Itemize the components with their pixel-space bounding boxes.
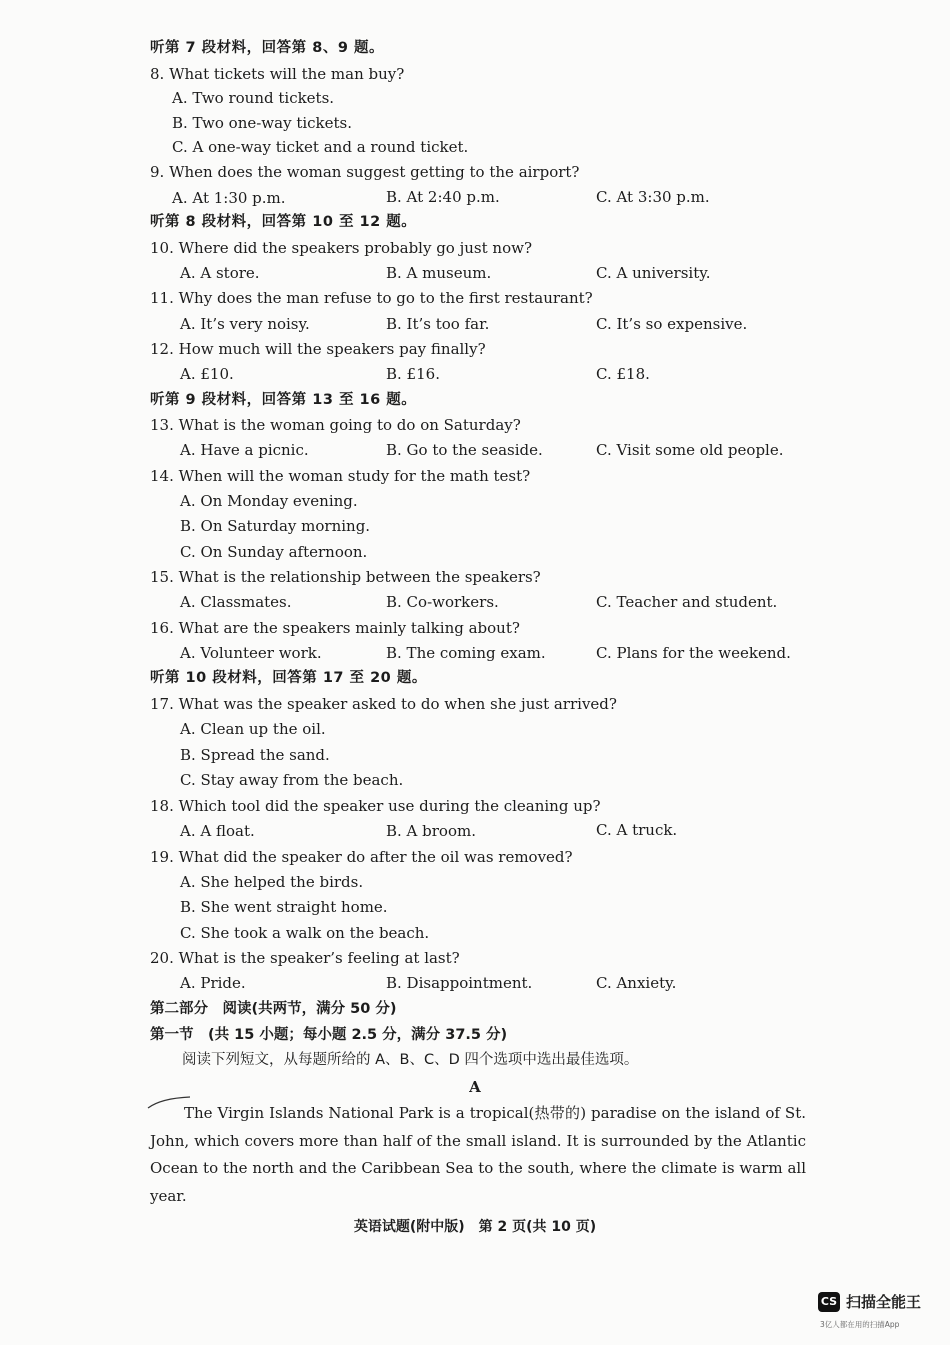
question-stem: 12. How much will the speakers pay finally? [150, 340, 486, 358]
page-footer: 英语试题(附中版) 第 2 页(共 10 页) [353, 1219, 597, 1235]
option-a: A. It’s very noisy. [180, 315, 310, 333]
section-header: 听第 10 段材料，回答第 17 至 20 题。 [150, 670, 427, 686]
question-stem: 19. What did the speaker do after the oil was removed? [150, 848, 573, 866]
passage-label: A [469, 1078, 481, 1096]
question-stem: 11. Why does the man refuse to go to the first restaurant? [150, 289, 593, 307]
option-b: B. £16. [386, 365, 440, 383]
question-stem: 20. What is the speaker’s feeling at last? [150, 949, 460, 967]
question-stem: 9. When does the woman suggest getting to the airport? [150, 163, 580, 181]
option-c: C. Stay away from the beach. [180, 771, 404, 789]
option-b: B. At 2:40 p.m. [386, 188, 500, 206]
option-c: C. On Sunday afternoon. [180, 543, 368, 561]
option-b: B. Go to the seaside. [386, 441, 543, 459]
option-c: C. She took a walk on the beach. [180, 924, 430, 942]
option-a: A. Pride. [180, 974, 246, 992]
option-a: A. She helped the birds. [180, 873, 364, 891]
option-b: B. Spread the sand. [180, 746, 330, 764]
section-header: 听第 8 段材料，回答第 10 至 12 题。 [150, 214, 417, 230]
option-b: B. Two one-way tickets. [172, 114, 353, 132]
scanner-watermark [818, 1292, 936, 1336]
option-b: B. Co-workers. [386, 593, 499, 611]
passage-paragraph: The Virgin Islands National Park is a tropical(热带的) paradise on the island of St. John, which covers more than half of the small island. It is surrounded by the Atlantic Ocean to the north and the Caribbean Sea to the south, where the climate is warm all year. [150, 1104, 806, 1205]
question-stem: 8. What tickets will the man buy? [150, 65, 405, 83]
option-c: C. Teacher and student. [596, 593, 778, 611]
section-header: 听第 9 段材料，回答第 13 至 16 题。 [150, 392, 417, 408]
option-b: B. A museum. [386, 264, 492, 282]
instruction: 阅读下列短文，从每题所给的 A、B、C、D 四个选项中选出最佳选项。 [182, 1052, 639, 1068]
question-stem: 16. What are the speakers mainly talking about? [150, 619, 520, 637]
option-c: C. £18. [596, 365, 650, 383]
question-stem: 18. Which tool did the speaker use during the cleaning up? [150, 797, 601, 815]
option-c: C. A one-way ticket and a round ticket. [172, 138, 469, 156]
option-b: B. It’s too far. [386, 315, 490, 333]
option-c: C. At 3:30 p.m. [596, 188, 710, 206]
option-a: A. On Monday evening. [180, 492, 358, 510]
option-a: A. A float. [180, 822, 255, 840]
option-b: B. A broom. [386, 822, 476, 840]
scanner-tagline: 3亿人都在用的扫描App [820, 1320, 900, 1329]
option-a: A. Clean up the oil. [180, 720, 326, 738]
option-c: C. Visit some old people. [596, 441, 784, 459]
option-c: C. Anxiety. [596, 974, 677, 992]
option-c: C. It’s so expensive. [596, 315, 748, 333]
option-a: A. A store. [180, 264, 260, 282]
question-stem: 14. When will the woman study for the math test? [150, 467, 531, 485]
part-title: 第二部分 阅读(共两节，满分 50 分) [150, 1001, 397, 1017]
option-a: A. Two round tickets. [172, 89, 335, 107]
option-b: B. She went straight home. [180, 898, 388, 916]
question-stem: 17. What was the speaker asked to do when she just arrived? [150, 695, 617, 713]
option-a: A. Classmates. [180, 593, 292, 611]
question-stem: 15. What is the relationship between the speakers? [150, 568, 541, 586]
option-a: A. At 1:30 p.m. [172, 189, 286, 207]
option-b: B. Disappointment. [386, 974, 533, 992]
option-c: C. A university. [596, 264, 711, 282]
question-stem: 13. What is the woman going to do on Saturday? [150, 416, 521, 434]
option-c: C. A truck. [596, 821, 678, 839]
option-b: B. The coming exam. [386, 644, 546, 662]
option-a: A. Have a picnic. [180, 441, 309, 459]
section-header: 听第 7 段材料，回答第 8、9 题。 [150, 40, 384, 56]
option-b: B. On Saturday morning. [180, 517, 371, 535]
option-c: C. Plans for the weekend. [596, 644, 791, 662]
section-title: 第一节 (共 15 小题；每小题 2.5 分，满分 37.5 分) [150, 1027, 508, 1043]
option-a: A. Volunteer work. [180, 644, 322, 662]
question-stem: 10. Where did the speakers probably go just now? [150, 239, 532, 257]
option-a: A. £10. [180, 365, 234, 383]
scanner-app-name: 扫描全能王 [846, 1293, 922, 1311]
scanner-logo-icon: CS [818, 1292, 840, 1312]
